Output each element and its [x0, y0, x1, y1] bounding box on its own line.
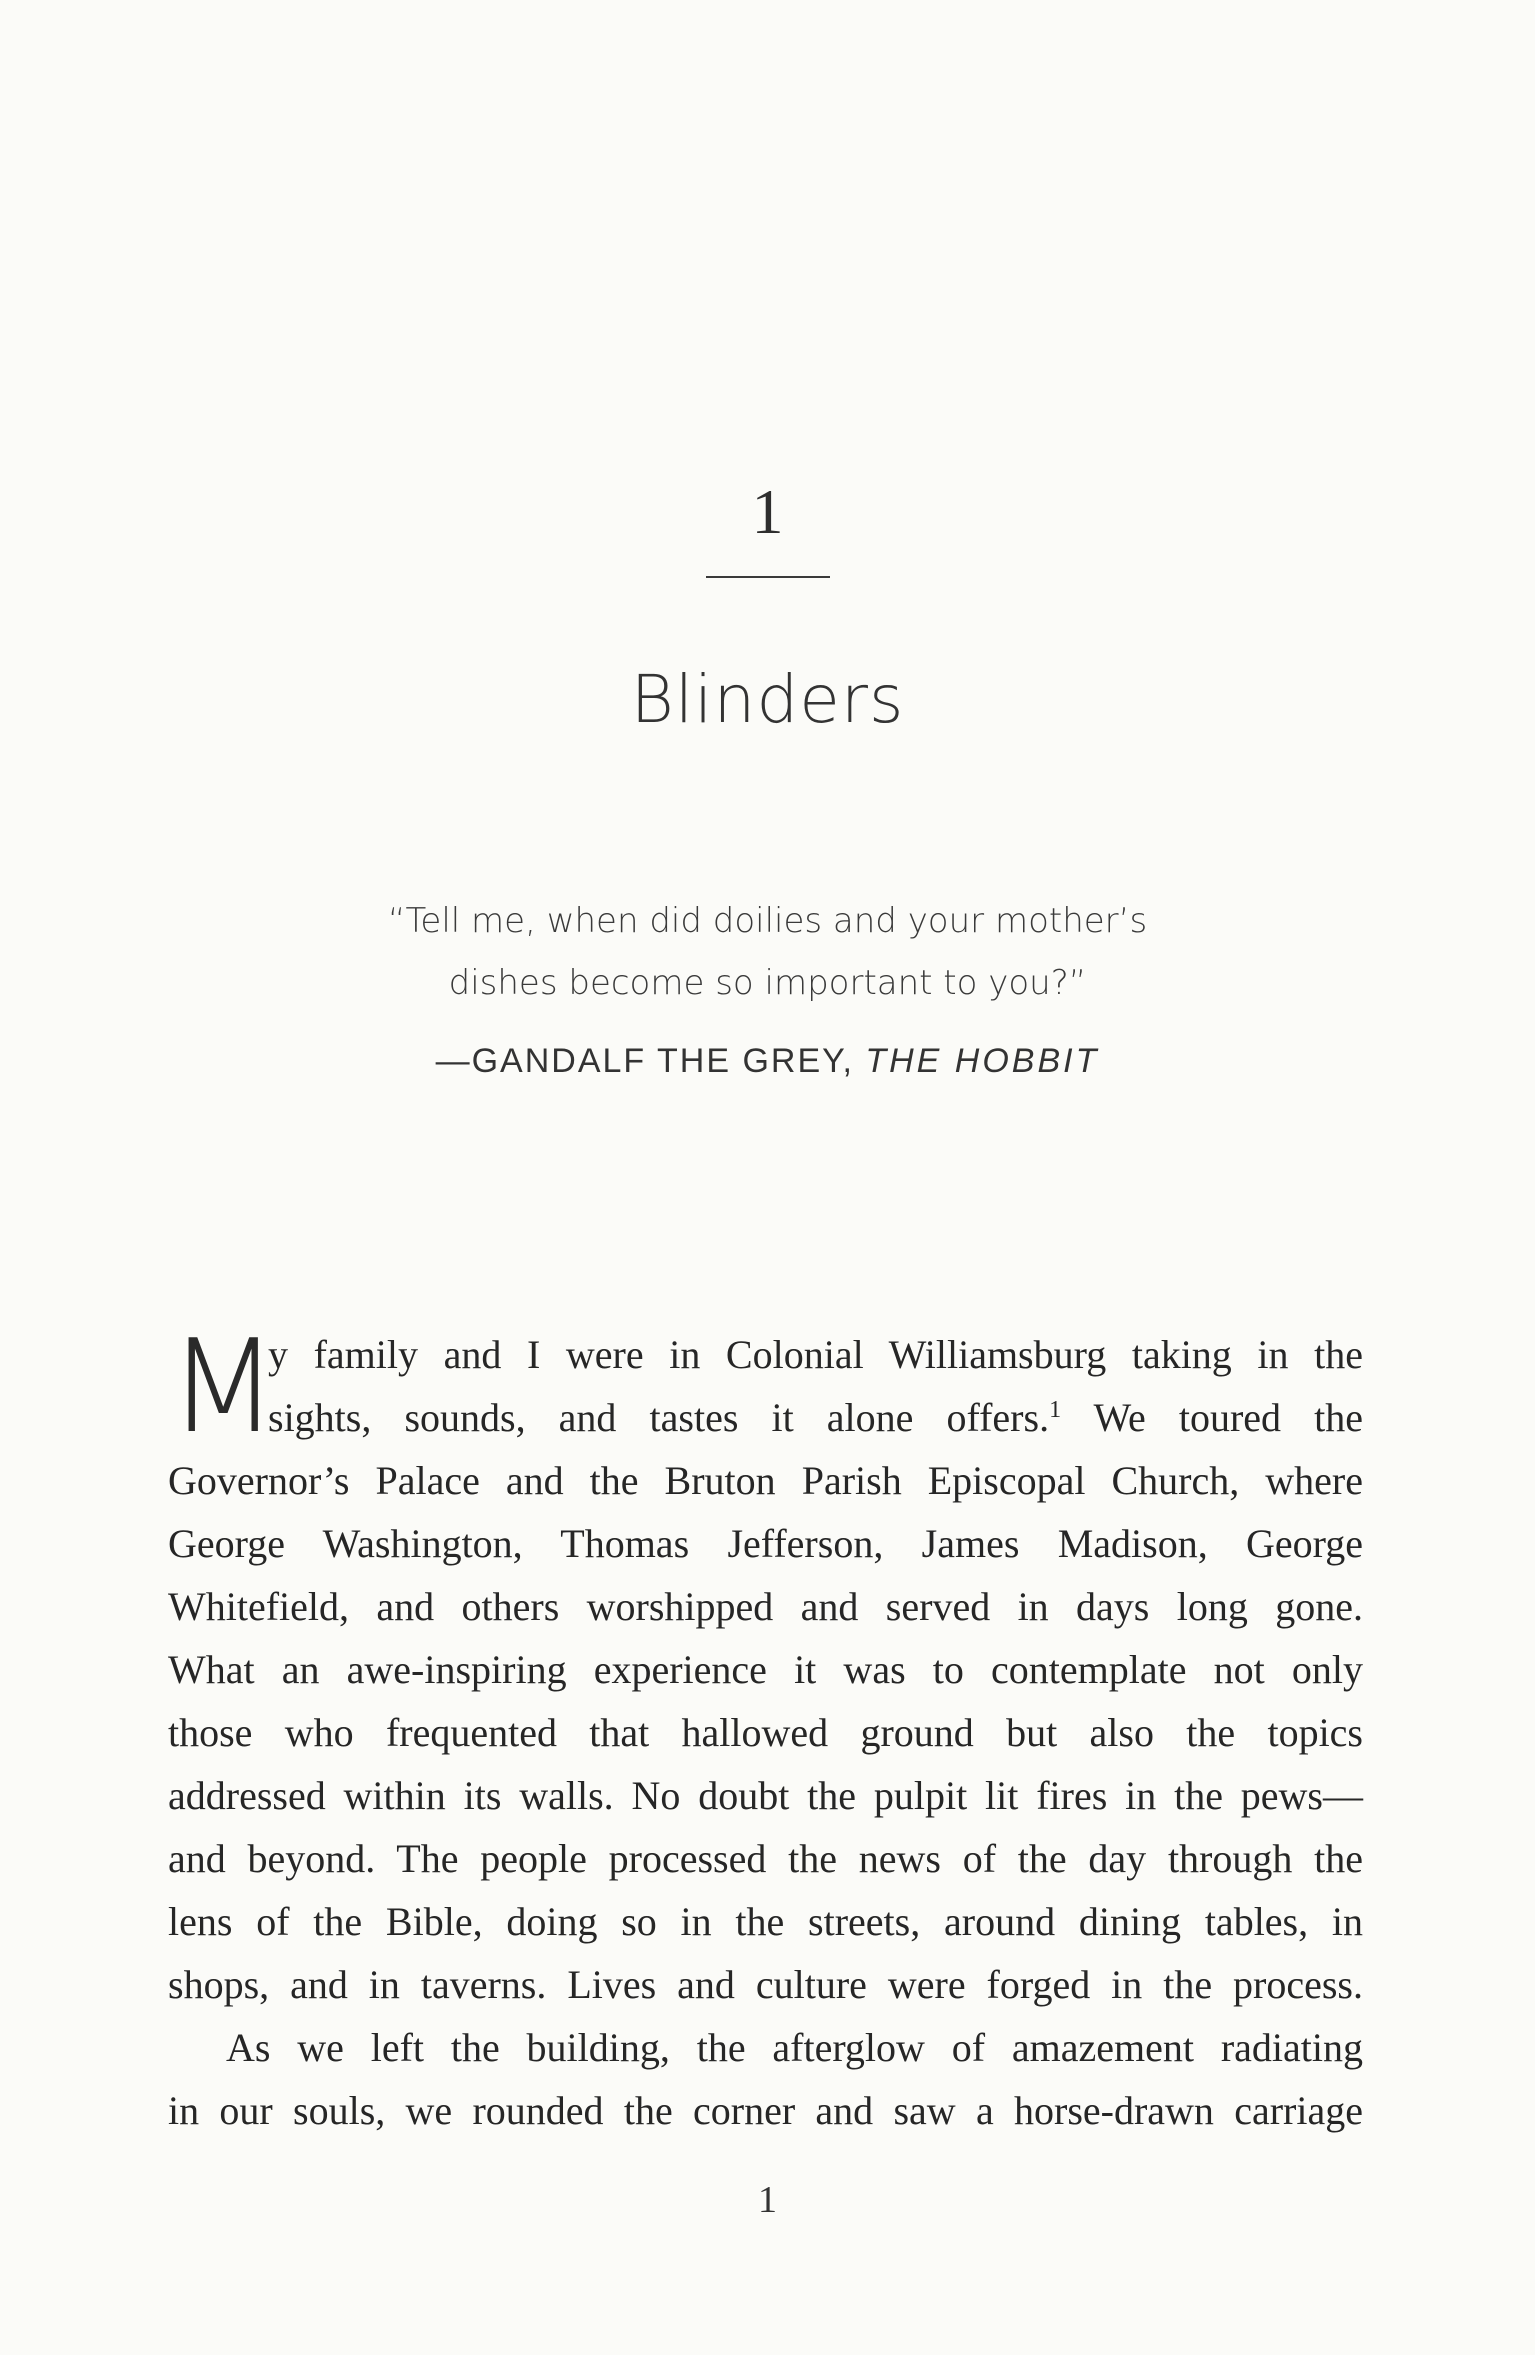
attribution-work-title: THE HOBBIT: [865, 1042, 1100, 1080]
text-line: shops, and in taverns. Lives and culture were forged in the process.: [168, 1962, 1363, 2007]
text-line: What an awe-inspiring experience it was to contemplate not only: [168, 1647, 1363, 1692]
text-line: and beyond. The people processed the news of the day through the: [168, 1836, 1363, 1881]
epigraph-quote: [320, 890, 1215, 1014]
epigraph-line: dishes become so important to you?”: [448, 963, 1087, 1003]
drop-cap: M: [168, 1313, 279, 1462]
text-line: those who frequented that hallowed ground but also the topics: [168, 1710, 1363, 1755]
page-number: 1: [758, 2179, 777, 2221]
text-line: Whitefield, and others worshipped and served in days long gone.: [168, 1584, 1363, 1629]
chapter-number: 1: [751, 476, 784, 547]
footnote-marker[interactable]: 1: [1049, 1397, 1062, 1423]
text-line: George Washington, Thomas Jefferson, James Madison, George: [168, 1521, 1363, 1566]
text-line: lens of the Bible, doing so in the streets, around dining tables, in: [168, 1899, 1363, 1944]
text-line: y family and I were in Colonial Williamsburg taking in the: [268, 1332, 1363, 1377]
text-line: in our souls, we rounded the corner and saw a horse-drawn carriage: [168, 2088, 1363, 2133]
text-line: Governor’s Palace and the Bruton Parish Episcopal Church, where: [168, 1458, 1363, 1503]
text-segment: We toured the: [1061, 1395, 1363, 1440]
text-line: [168, 1386, 1363, 1449]
epigraph-attribution: [0, 1036, 1535, 1086]
chapter-number-rule: [706, 576, 830, 578]
body-text: [168, 1313, 1363, 2142]
text-line: addressed within its walls. No doubt the pulpit lit fires in the pews—: [168, 1773, 1363, 1818]
attribution-author: —GANDALF THE GREY,: [435, 1042, 866, 1080]
epigraph-line: “Tell me, when did doilies and your mother’s: [387, 901, 1148, 941]
text-segment: sights, sounds, and tastes it alone offers.: [268, 1395, 1050, 1440]
text-line: As we left the building, the afterglow of amazement radiating: [226, 2025, 1363, 2070]
chapter-title: Blinders: [630, 661, 905, 738]
